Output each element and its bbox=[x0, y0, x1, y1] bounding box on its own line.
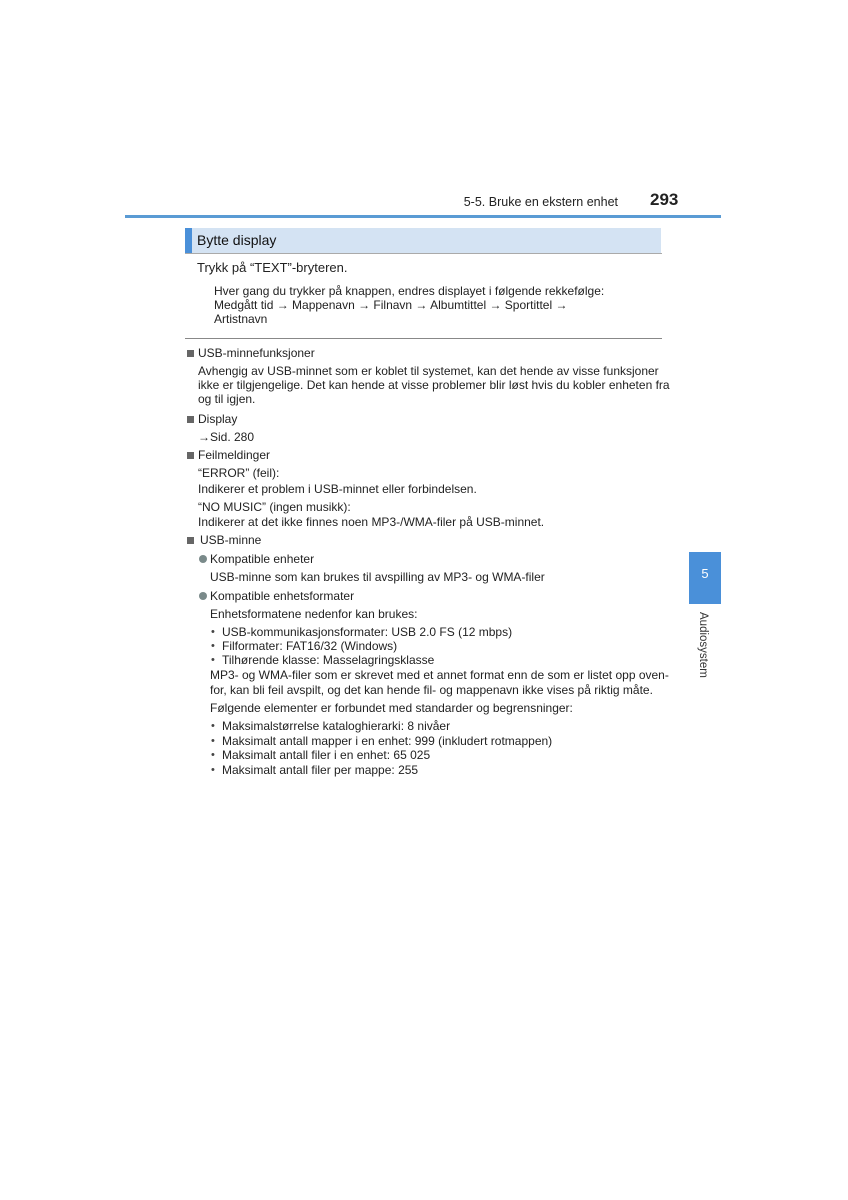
label-compatible-formats: Kompatible enhetsformater bbox=[210, 589, 355, 603]
header-rule bbox=[125, 215, 721, 218]
limit-item: Maksimalt antall filer per mappe: 255 bbox=[222, 763, 419, 777]
limit-item: Maksimalt antall filer i en enhet: 65 025 bbox=[222, 748, 431, 762]
section-heading-underline bbox=[185, 253, 662, 254]
chapter-number: 5 bbox=[701, 566, 709, 581]
note-line: Artistnavn bbox=[214, 312, 268, 326]
chapter-label: Audiosystem bbox=[697, 612, 709, 678]
round-bullet-icon bbox=[199, 555, 207, 563]
list-bullet: • bbox=[211, 735, 215, 747]
limits-intro: Følgende elementer er forbundet med standarder og begrensninger: bbox=[210, 701, 573, 715]
section-heading-box bbox=[185, 228, 661, 254]
format-item: Tilhørende klasse: Masselagringsklasse bbox=[222, 653, 435, 667]
list-bullet: • bbox=[211, 654, 215, 666]
running-header-title: 5-5. Bruke en ekstern enhet bbox=[463, 195, 618, 209]
section-separator bbox=[185, 338, 662, 339]
list-bullet: • bbox=[211, 626, 215, 638]
list-bullet: • bbox=[211, 764, 215, 776]
square-bullet-icon bbox=[187, 537, 194, 544]
error-line: “NO MUSIC” (ingen musikk): bbox=[198, 500, 351, 514]
format-item: USB-kommunikasjonsformater: USB 2.0 FS (12 mbps) bbox=[222, 625, 513, 639]
error-line: “ERROR” (feil): bbox=[198, 466, 280, 480]
list-bullet: • bbox=[211, 749, 215, 761]
page-reference-link[interactable]: →Sid. 280 bbox=[198, 430, 255, 444]
paragraph-line: Avhengig av USB-minnet som er koblet til systemet, kan det hende av visse funksjoner bbox=[198, 364, 659, 378]
formats-intro: Enhetsformatene nedenfor kan brukes: bbox=[210, 607, 418, 621]
round-bullet-icon bbox=[199, 592, 207, 600]
instruction-text: Trykk på “TEXT”-bryteren. bbox=[197, 260, 348, 275]
list-bullet: • bbox=[211, 720, 215, 732]
limit-item: Maksimalstørrelse kataloghierarki: 8 nivåer bbox=[222, 719, 451, 733]
square-bullet-icon bbox=[187, 452, 194, 459]
compatible-devices-text: USB-minne som kan brukes til avspilling av MP3- og WMA-filer bbox=[210, 570, 545, 584]
formats-note-line: for, kan bli feil avspilt, og det kan hende fil- og mappenavn ikke vises på riktig måte. bbox=[210, 683, 653, 697]
error-line: Indikerer at det ikke finnes noen MP3-/WMA-filer på USB-minnet. bbox=[198, 515, 545, 529]
page-number: 293 bbox=[650, 190, 679, 209]
paragraph-line: og til igjen. bbox=[198, 392, 256, 406]
subheading-usb-functions: USB-minnefunksjoner bbox=[198, 346, 315, 360]
section-heading-title: Bytte display bbox=[197, 232, 277, 248]
formats-note-line: MP3- og WMA-filer som er skrevet med et annet format enn de som er listet opp oven- bbox=[210, 668, 669, 682]
format-item: Filformater: FAT16/32 (Windows) bbox=[222, 639, 398, 653]
list-bullet: • bbox=[211, 640, 215, 652]
paragraph-line: ikke er tilgjengelige. Det kan hende at visse problemer blir løst hvis du kobler enheten fra bbox=[198, 378, 670, 392]
square-bullet-icon bbox=[187, 350, 194, 357]
limit-item: Maksimalt antall mapper i en enhet: 999 (inkludert rotmappen) bbox=[222, 734, 553, 748]
chapter-tab bbox=[689, 552, 721, 604]
note-line: Hver gang du trykker på knappen, endres displayet i følgende rekkefølge: bbox=[214, 284, 605, 298]
subheading-usb-memory: USB-minne bbox=[200, 533, 262, 547]
subheading-display: Display bbox=[198, 412, 238, 426]
error-line: Indikerer et problem i USB-minnet eller forbindelsen. bbox=[198, 482, 477, 496]
subheading-errors: Feilmeldinger bbox=[198, 448, 271, 462]
label-compatible-devices: Kompatible enheter bbox=[210, 552, 315, 566]
note-line: Medgått tid → Mappenavn → Filnavn → Albumtittel → Sportittel → bbox=[214, 298, 568, 312]
square-bullet-icon bbox=[187, 416, 194, 423]
